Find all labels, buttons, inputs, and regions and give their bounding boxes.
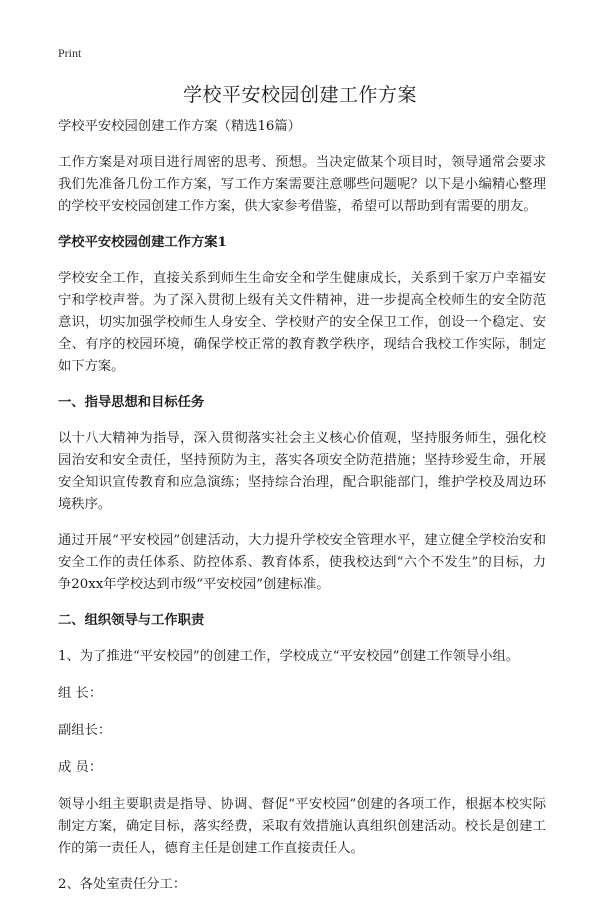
intro-paragraph: 工作方案是对项目进行周密的思考、预想。当决定做某个项目时，领导通常会要求我们先准备几份工作方案，写工作方案需要注意哪些问题呢？以下是小编精心整理的学校平安校园创建工作方案，供大家参考借鉴，希望可以帮助到有需要的朋友。 — [58, 155, 546, 214]
members-line: 成 员： — [58, 760, 103, 775]
guiding-heading: 一、指导思想和目标任务 — [58, 395, 205, 410]
print-label: Print — [58, 46, 82, 60]
org-paragraph-2: 领导小组主要职责是指导、协调、督促“平安校园”创建的各项工作，根据本校实际制定方案，确定目标，落实经费，采取有效措施认真组织创建活动。校长是创建工作的第一责任人，德育主任是创建工作直接责任人。 — [58, 797, 546, 856]
leader-line: 组 长： — [58, 686, 103, 701]
guiding-paragraph-1: 以十八大精神为指导，深入贯彻落实社会主义核心价值观，坚持服务师生，强化校园治安和安全责任，坚持预防为主，落实各项安全防范措施；坚持珍爱生命，开展安全知识宣传教育和应急演练；坚持综合治理，配合职能部门，维护学校及周边环境秩序。 — [58, 431, 546, 512]
document-subtitle: 学校平安校园创建工作方案（精选16篇） — [58, 119, 301, 134]
deputy-leader-line: 副组长： — [58, 723, 112, 738]
document-title: 学校平安校园创建工作方案 — [182, 84, 417, 106]
org-paragraph-1: 1、为了推进“平安校园”的创建工作，学校成立“平安校园”创建工作领导小组。 — [58, 649, 520, 664]
document-body — [58, 116, 546, 910]
section1-paragraph: 学校安全工作，直接关系到师生生命安全和学生健康成长，关系到千家万户幸福安宁和学校声誉。为了深入贯彻上级有关文件精神，进一步提高全校师生的安全防范意识，切实加强学校师生人身安全、学校财产的安全保卫工作，创设一个稳定、安全、有序的校园环境，确保学校正常的教育教学秩序，现结合我校工作实际，制定如下方案。 — [58, 271, 546, 374]
guiding-paragraph-2: 通过开展“平安校园”创建活动，大力提升学校安全管理水平，建立健全学校治安和安全工作的责任体系、防控体系、教育体系，使我校达到“六个不发生”的目标，力争20xx年学校达到市级“平安校园”创建标准。 — [58, 533, 546, 592]
org-paragraph-3: 2、各处室责任分工： — [58, 877, 187, 892]
section1-heading: 学校平安校园创建工作方案1 — [58, 235, 227, 250]
org-heading: 二、组织领导与工作职责 — [58, 613, 205, 628]
